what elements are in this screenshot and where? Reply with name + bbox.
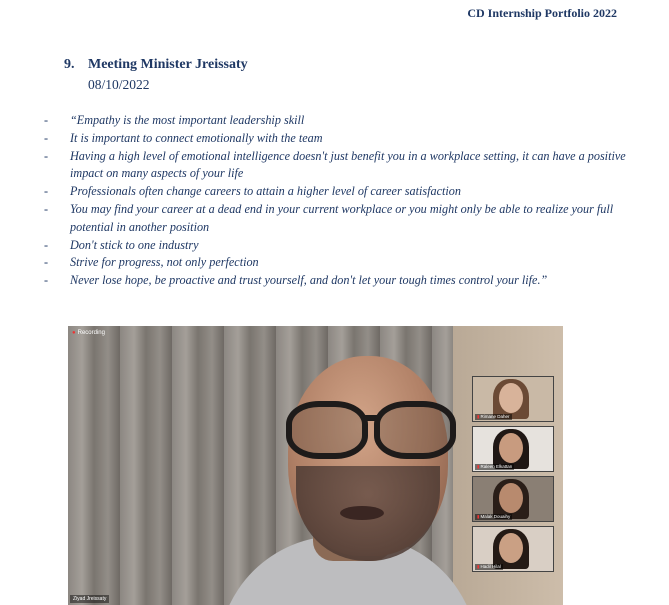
list-item: - Never lose hope, be proactive and trust yourself, and don't let your tough times control your life.” [44,272,634,290]
section-date: 08/10/2022 [88,77,150,92]
mic-muted-icon: ▮ [477,514,480,519]
participant-tile: ▮Raleen Elkattan [472,426,554,472]
participant-tile: ▮Malak Douaihy [472,476,554,522]
section-heading: Meeting Minister Jreissaty [88,57,248,72]
speaker-name-tag: Ziyad Jreissaty [70,595,109,603]
bullet-marker: - [44,113,49,127]
quote-list [44,112,634,290]
speaker-glasses [286,401,456,451]
bullet-marker: - [44,130,49,145]
list-item: - It is important to connect emotionally with the team [44,130,634,148]
bullet-marker: - [44,237,49,252]
bullet-marker: - [44,201,49,216]
participant-tile: ▮Rimane Daher [472,376,554,422]
participant-tiles [472,376,557,576]
bullet-marker: - [44,148,49,163]
bullet-marker: - [44,184,49,199]
list-item: - You may find your career at a dead end in your current workplace or you might only be able to realize your full potential in another position [44,201,614,234]
bullet-marker: - [44,255,49,270]
list-item: - Professionals often change careers to attain a higher level of career satisfaction [44,183,634,201]
list-item: - Strive for progress, not only perfection [44,254,634,272]
recording-indicator: ● Recording [72,330,105,336]
list-item: - “Empathy is the most important leadership skill [44,112,634,130]
section-number: 9. [64,57,75,72]
section-title [64,57,248,73]
record-icon: ● [72,330,76,336]
mic-muted-icon: ▮ [477,414,480,419]
mic-muted-icon: ▮ [477,564,480,569]
portfolio-header: CD Internship Portfolio 2022 [467,6,617,20]
bullet-marker: - [44,273,49,288]
mic-muted-icon: ▮ [477,464,480,469]
list-item: - Having a high level of emotional intelligence doesn't just benefit you in a workplace setting, it can have a positive impact on many aspects of your life [44,148,626,181]
list-item: - Don't stick to one industry [44,237,634,255]
participant-tile: ▮Hadil Hilal [472,526,554,572]
speaker-mouth [340,506,384,520]
